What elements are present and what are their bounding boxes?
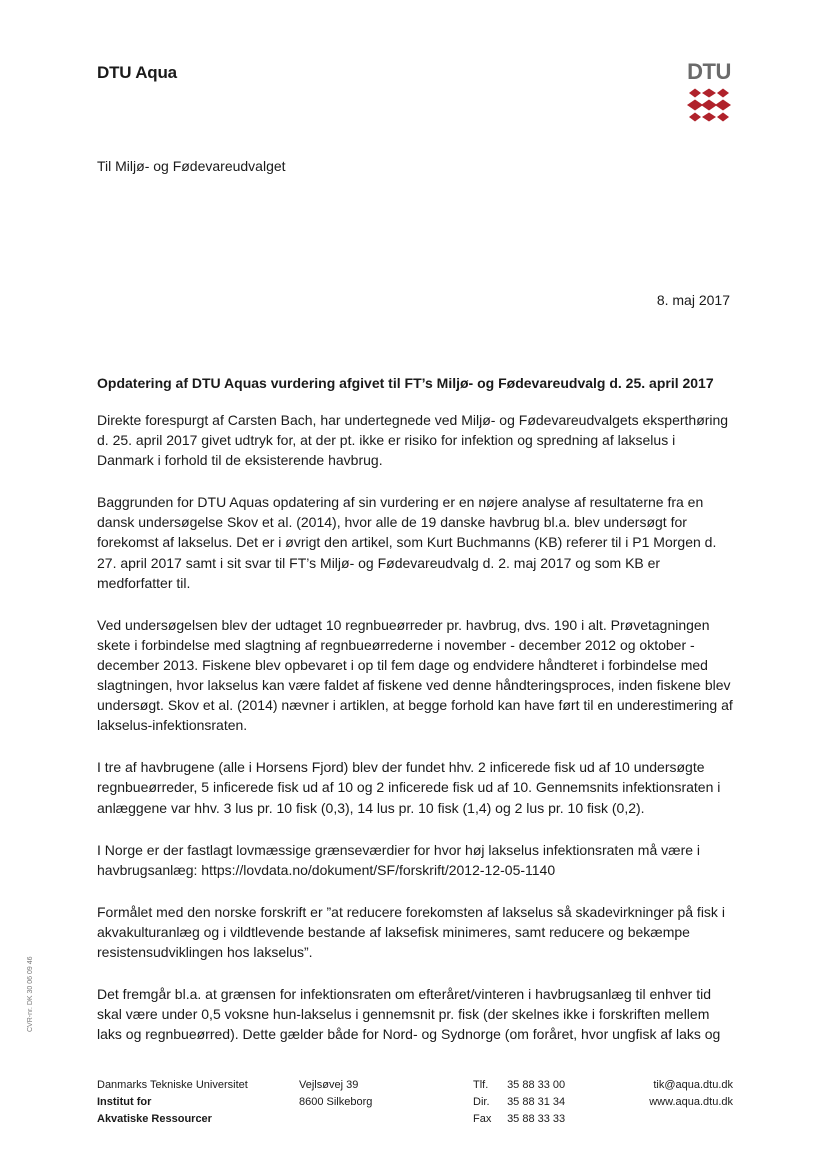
footer xyxy=(97,1077,733,1127)
headline: Opdatering af DTU Aquas vurdering afgivet til FT’s Miljø- og Fødevareudvalg d. 25. april 2017 xyxy=(97,375,714,391)
paragraph: Formålet med den norske forskrift er ”at reducere forekomsten af lakselus så skadevirkninger på fisk i akvakulturanlæg og i vildtlevende bestande af laksefisk minimeres, samt reducere og bekæmpe resistensudviklingen hos lakselus”. xyxy=(97,903,725,960)
phone-row xyxy=(473,1094,565,1111)
dtu-logo-icon xyxy=(687,88,731,122)
phone-label: Dir. xyxy=(473,1096,490,1108)
footer-address xyxy=(299,1077,372,1111)
recipient: Til Miljø- og Fødevareudvalget xyxy=(97,158,286,174)
paragraph: Direkte forespurgt af Carsten Bach, har undertegnede ved Miljø- og Fødevareudvalgets eksperthøring d. 25. april 2017 givet udtryk for, at der pt. ikke er risiko for infektion og spredning af lakselus i Danmark i forhold til de eksisterende havbrug. xyxy=(97,412,729,469)
footer-address-line: Vejlsøvej 39 xyxy=(299,1079,359,1091)
footer-contact xyxy=(649,1077,733,1111)
footer-org-line: Danmarks Tekniske Universitet xyxy=(97,1079,248,1091)
phone-number: 35 88 33 00 xyxy=(507,1079,566,1091)
paragraph: Baggrunden for DTU Aquas opdatering af sin vurdering er en nøjere analyse af resultaterne fra en dansk undersøgelse Skov et al. (2014), hvor alle de 19 danske havbrug bl.a. blev undersøgt for forekomst af lakselus. Det er i øvrigt den artikel, som Kurt Buchmanns (KB) referer til i P1 Morgen d. 27. april 2017 samt i sit svar til FT’s Miljø- og Fødevareudvalg d. 2. maj 2017 og som KB er medforfatter til. xyxy=(97,494,717,591)
phone-label: Fax xyxy=(473,1113,492,1125)
cvr-number: CVR-nr. DK 30 06 09 46 xyxy=(27,956,34,1032)
letter-date: 8. maj 2017 xyxy=(656,292,730,308)
footer-org xyxy=(97,1077,248,1128)
paragraph: Ved undersøgelsen blev der udtaget 10 regnbueørreder pr. havbrug, dvs. 190 i alt. Prøvetagningen skete i forbindelse med slagtning af regnbueørrederne i november - december 2012 og oktober - december 2013. Fiskene blev opbevaret i op til fem dage og endvidere håndteret i forbindelse med slagtningen, hvor lakselus kan være faldet af fiskene ved denne håndteringsproces, inden fiskene blev undersøgt. Skov et al. (2014) nævner i artiklen, at begge forhold kan have ført til en underestimering af lakselus-infektionsraten. xyxy=(97,616,733,734)
dtu-logo xyxy=(686,60,732,122)
paragraph: Det fremgår bl.a. at grænsen for infektionsraten om efteråret/vinteren i havbrugsanlæg til enhver tid skal være under 0,5 voksne hun-lakselus i gennemsnit pr. fisk (der skelnes ikke i forskriften mellem laks og regnbueørred). Dette gælder både for Nord- og Sydnorge (om foråret, hvor ungfisk af laks og xyxy=(97,986,721,1043)
phone-row xyxy=(473,1111,565,1128)
logo-text: DTU xyxy=(687,59,731,84)
paragraph: I tre af havbrugene (alle i Horsens Fjord) blev der fundet hhv. 2 inficerede fisk ud af 10 undersøgte regnbueørreder, 5 inficerede fisk ud af 10 og 2 inficerede fisk ud af 10. Gennemsnits infektionsraten i anlæggene var hhv. 3 lus pr. 10 fisk (0,3), 14 lus pr. 10 fisk (1,4) og 2 lus pr. 10 fisk (0,2). xyxy=(97,759,721,816)
brand-name: DTU Aqua xyxy=(97,63,177,82)
footer-website: www.aqua.dtu.dk xyxy=(649,1096,733,1108)
phone-number: 35 88 31 34 xyxy=(507,1096,566,1108)
footer-address-line: 8600 Silkeborg xyxy=(299,1096,373,1108)
footer-email: tik@aqua.dtu.dk xyxy=(653,1079,733,1091)
paragraph-with-link: I Norge er der fastlagt lovmæssige grænseværdier for hvor høj lakselus infektionsraten må være i havbrugsanlæg: https://lovdata.no/dokument/SF/forskrift/2012-12-05-1140 xyxy=(97,841,701,878)
letter-body xyxy=(97,410,733,1066)
phone-row xyxy=(473,1077,565,1094)
phone-number: 35 88 33 33 xyxy=(507,1113,566,1125)
footer-org-line: Institut for xyxy=(97,1096,152,1108)
footer-phones xyxy=(473,1077,565,1128)
phone-label: Tlf. xyxy=(473,1079,489,1091)
footer-org-line: Akvatiske Ressourcer xyxy=(97,1113,212,1125)
